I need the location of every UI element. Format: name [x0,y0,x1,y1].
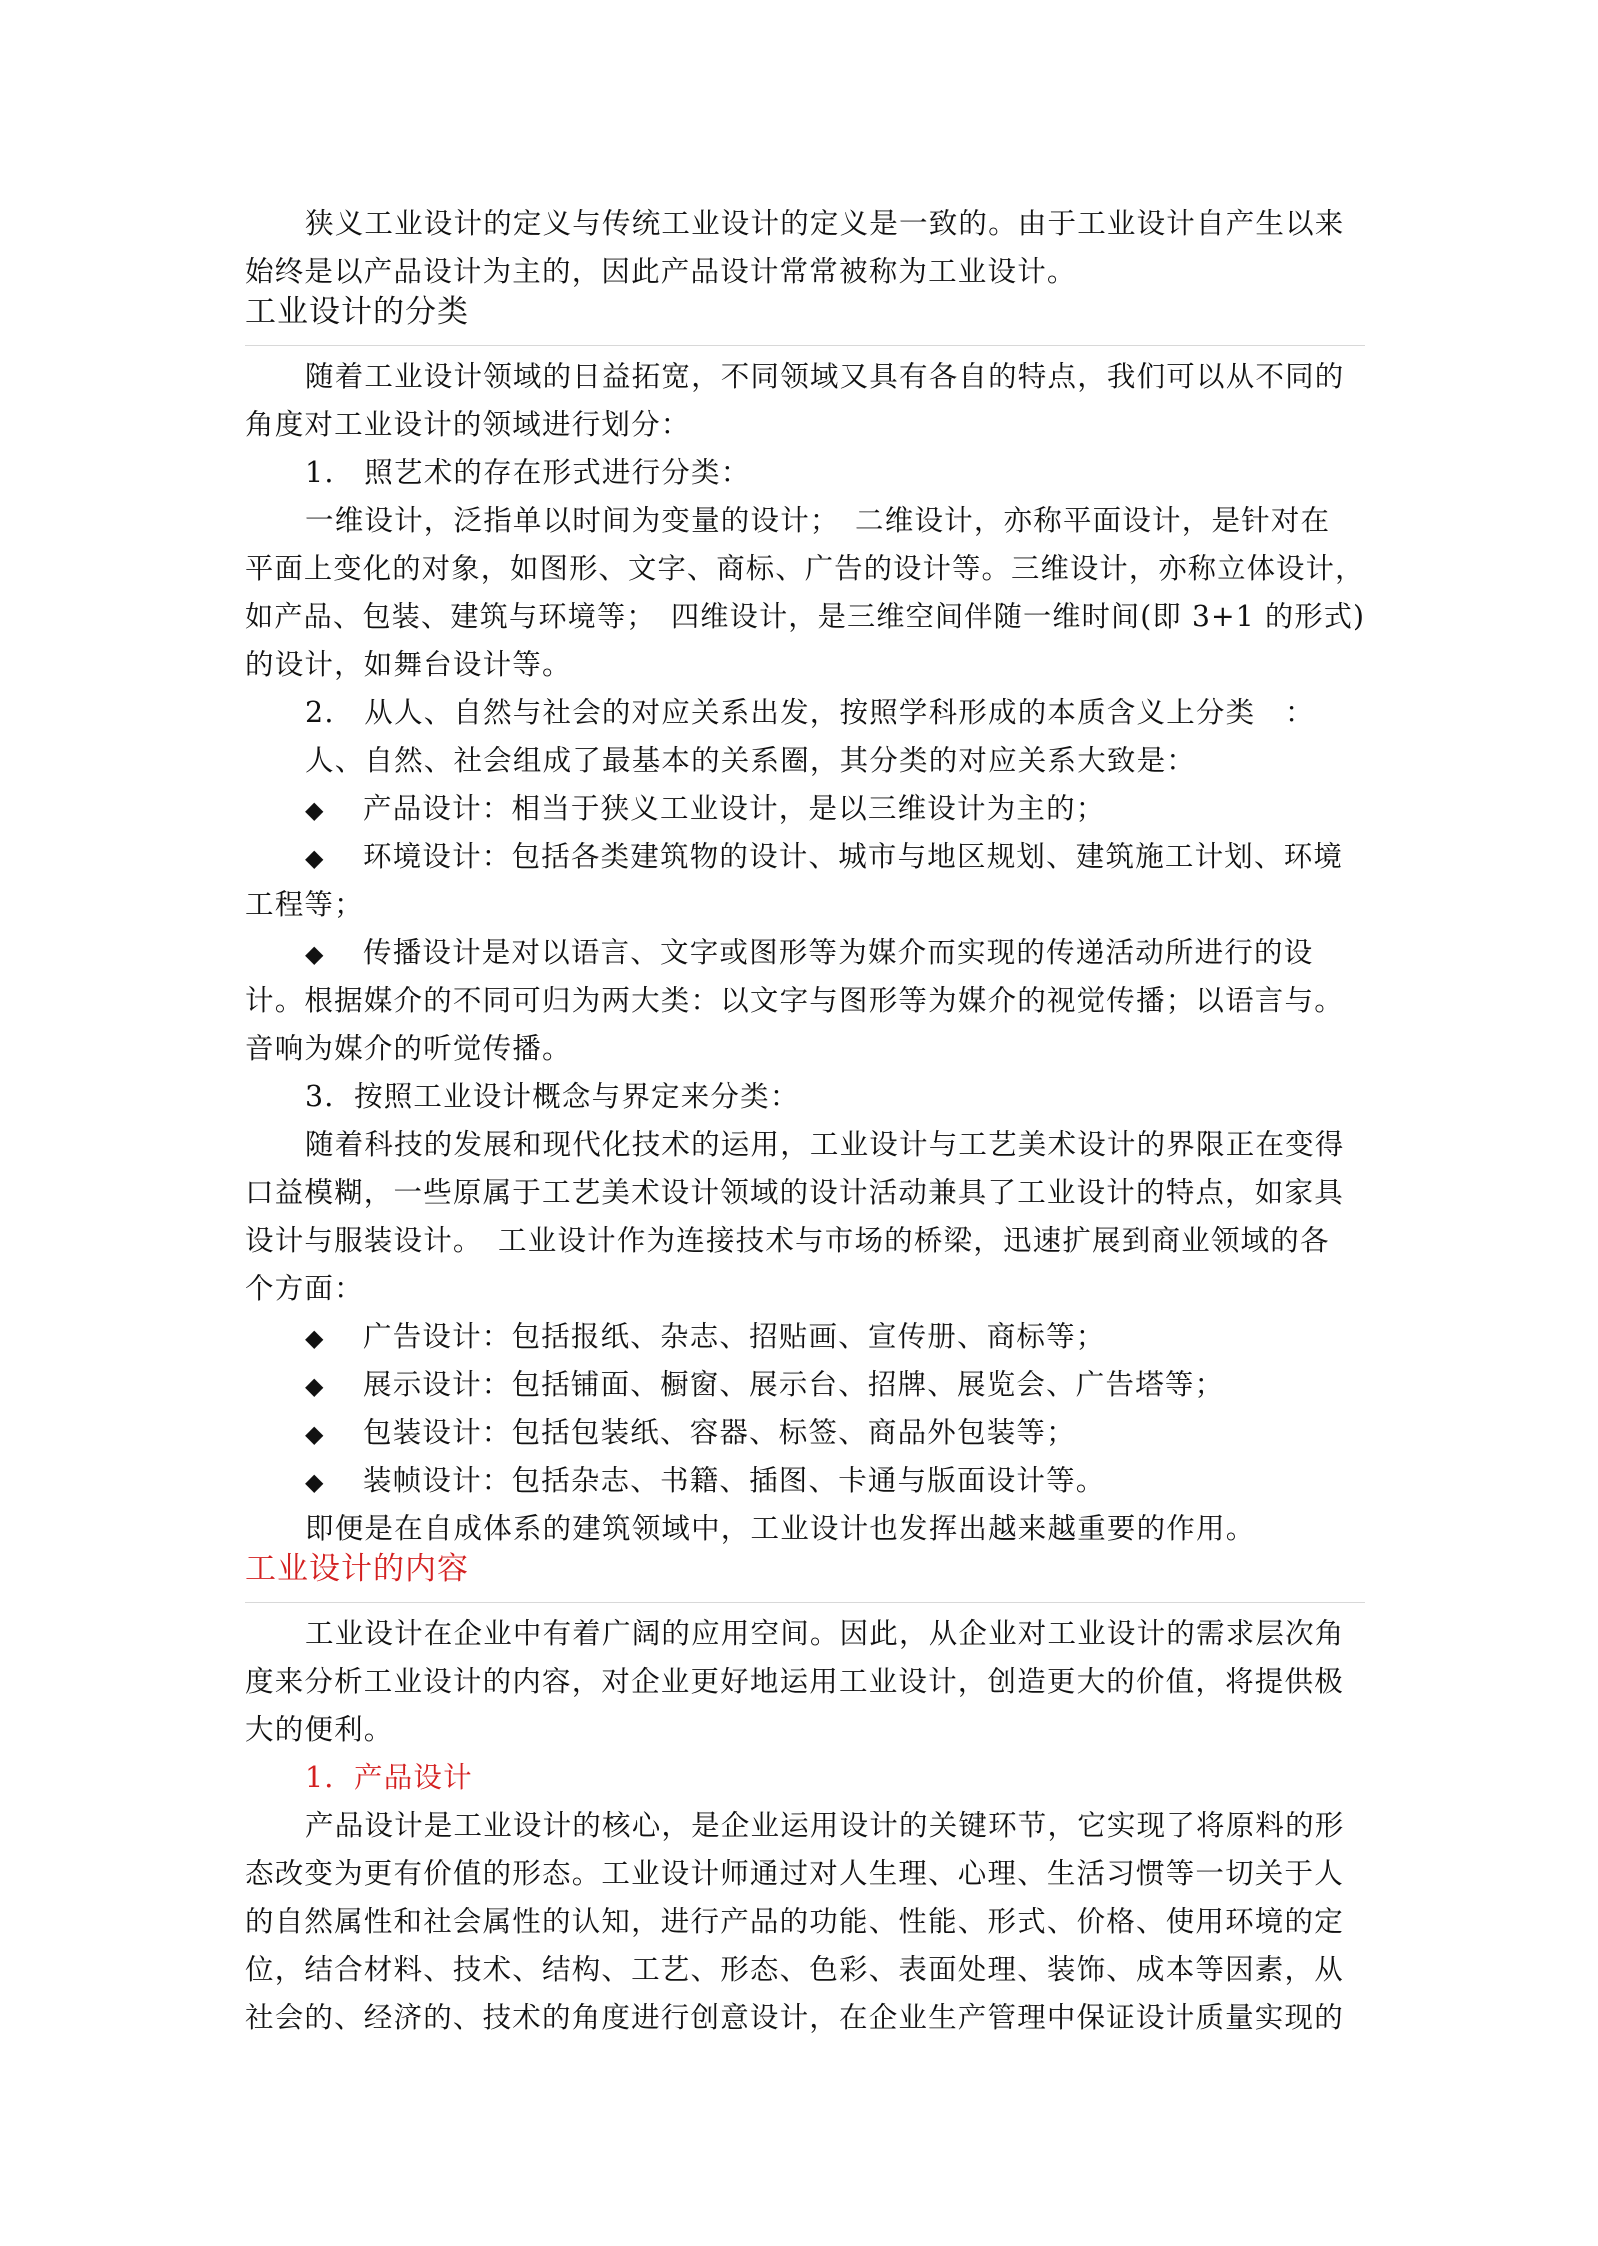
product-design-line-2: 态改变为更有价值的形态。工业设计师通过对人生理、心理、生活习惯等一切关于人 [245,1857,1344,1890]
bullet-text: 装帧设计：包括杂志、书籍、插图、卡通与版面设计等。 [363,1464,1106,1497]
diamond-bullet-icon: ◆ [305,1324,325,1352]
bullet-text: 传播设计是对以语言、文字或图形等为媒介而实现的传递活动所进行的设 [363,936,1314,969]
product-design-line-3: 的自然属性和社会属性的认知，进行产品的功能、性能、形式、价格、使用环境的定 [245,1905,1344,1938]
bullet-item-communication [305,929,1313,978]
bullet-text: 包装设计：包括包装纸、容器、标签、商品外包装等； [363,1416,1076,1449]
classification-item-3: 3．按照工业设计概念与界定来分类： [305,1080,800,1113]
classification-closing: 即便是在自成体系的建筑领域中，工业设计也发挥出越来越重要的作用。 [305,1512,1256,1545]
subheading-product-design: 1．产品设计 [305,1761,473,1794]
classification-item-2: 2. 从人、自然与社会的对应关系出发，按照学科形成的本质含义上分类 ： [305,696,1315,729]
diamond-bullet-icon: ◆ [305,1372,325,1400]
section-heading-classification: 工业设计的分类 [245,294,469,330]
product-design-line-4: 位，结合材料、技术、结构、工艺、形态、色彩、表面处理、装饰、成本等因素，从 [245,1953,1344,1986]
classification-para3-line-1: 随着科技的发展和现代化技术的运用，工业设计与工艺美术设计的界限正在变得 [305,1128,1345,1161]
section-divider [245,345,1365,346]
diamond-bullet-icon: ◆ [305,796,325,824]
content-intro-line-1: 工业设计在企业中有着广阔的应用空间。因此，从企业对工业设计的需求层次角 [305,1617,1345,1650]
classification-para3-line-2: 口益模糊，一些原属于工艺美术设计领域的设计活动兼具了工业设计的特点，如家具 [245,1176,1344,1209]
diamond-bullet-icon: ◆ [305,844,325,872]
classification-line-9: 人、自然、社会组成了最基本的关系圈，其分类的对应关系大致是： [305,744,1197,777]
product-design-line-1: 产品设计是工业设计的核心，是企业运用设计的关键环节，它实现了将原料的形 [305,1809,1345,1842]
classification-item-1: 1. 照艺术的存在形式进行分类： [305,456,751,489]
classification-para3-line-3: 设计与服装设计。 工业设计作为连接技术与市场的桥梁，迅速扩展到商业领域的各 [245,1224,1330,1257]
bullet-item-display [305,1361,1224,1410]
classification-line-5: 平面上变化的对象，如图形、文字、商标、广告的设计等。三维设计，亦称立体设计， [245,552,1365,585]
classification-line-4: 一维设计，泛指单以时间为变量的设计； 二维设计，亦称平面设计，是针对在 [305,504,1331,537]
classification-para3-line-4: 个方面： [245,1272,364,1305]
bullet-item-communication-cont-2: 音响为媒介的听觉传播。 [245,1032,572,1065]
bullet-item-packaging [305,1409,1076,1458]
content-intro-line-3: 大的便利。 [245,1713,394,1746]
diamond-bullet-icon: ◆ [305,1420,325,1448]
product-design-line-5: 社会的、经济的、技术的角度进行创意设计，在企业生产管理中保证设计质量实现的 [245,2001,1344,2034]
intro-line-2: 始终是以产品设计为主的，因此产品设计常常被称为工业设计。 [245,255,1077,288]
classification-line-6: 如产品、包装、建筑与环境等； 四维设计，是三维空间伴随一维时间(即 3+1 的形式) [245,600,1366,633]
bullet-text: 环境设计：包括各类建筑物的设计、城市与地区规划、建筑施工计划、环境 [363,840,1344,873]
bullet-text: 展示设计：包括铺面、橱窗、展示台、招牌、展览会、广告塔等； [363,1368,1225,1401]
bullet-item-communication-cont-1: 计。根据媒介的不同可归为两大类：以文字与图形等为媒介的视觉传播；以语言与。 [245,984,1344,1017]
bullet-text: 广告设计：包括报纸、杂志、招贴画、宣传册、商标等； [363,1320,1106,1353]
bullet-text: 产品设计：相当于狭义工业设计，是以三维设计为主的； [363,792,1106,825]
bullet-item-product [305,785,1106,834]
diamond-bullet-icon: ◆ [305,940,325,968]
bullet-item-advertising [305,1313,1106,1362]
classification-line-7: 的设计，如舞台设计等。 [245,648,572,681]
bullet-item-binding [305,1457,1106,1506]
bullet-item-environment-cont: 工程等； [245,888,364,921]
intro-line-1: 狭义工业设计的定义与传统工业设计的定义是一致的。由于工业设计自产生以来 [305,207,1345,240]
bullet-item-environment [305,833,1343,882]
classification-line-1: 随着工业设计领域的日益拓宽，不同领域又具有各自的特点，我们可以从不同的 [305,360,1345,393]
classification-line-2: 角度对工业设计的领域进行划分： [245,408,691,441]
diamond-bullet-icon: ◆ [305,1468,325,1496]
content-intro-line-2: 度来分析工业设计的内容，对企业更好地运用工业设计，创造更大的价值，将提供极 [245,1665,1344,1698]
section-heading-content: 工业设计的内容 [245,1551,469,1587]
section-divider [245,1602,1365,1603]
